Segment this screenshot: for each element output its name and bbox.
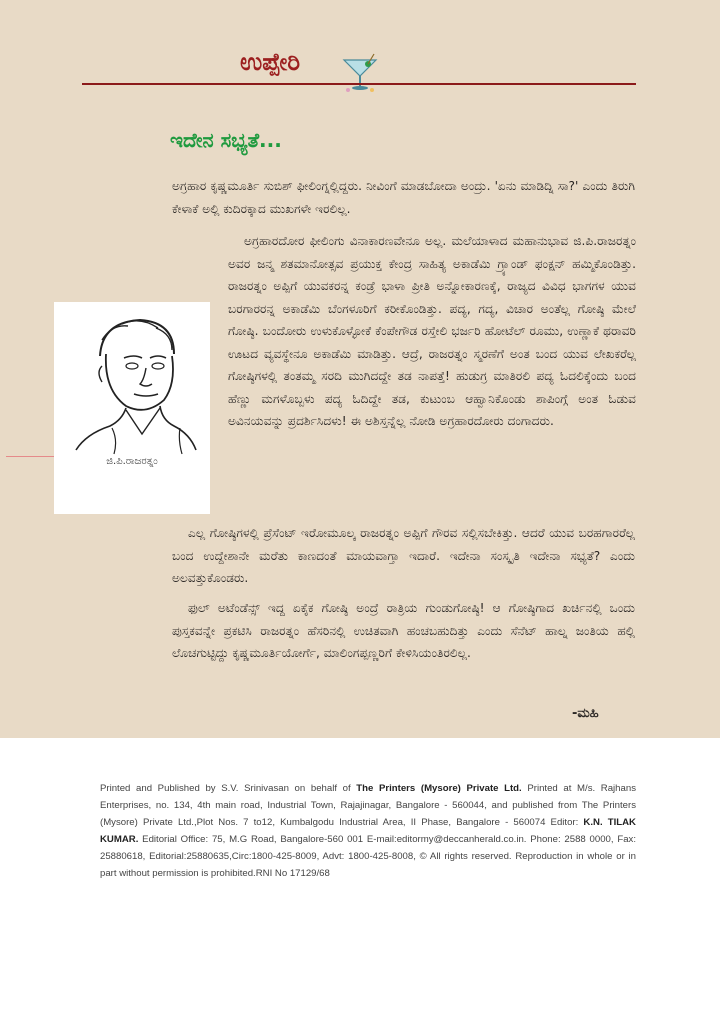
cocktail-glass-icon	[338, 52, 382, 96]
imprint-text: Printed at M/s. Rajhans Enterprises, no. 134, 4th main road, Industrial Town, Rajajinagar, Bangalore - 560044, and published from The Printers (Mysore) Private Ltd.,Plot Nos. 7 to12, Kumbalgodu Industrial Area, II Phase, Bangalore - 560074 Editor:	[100, 783, 636, 828]
column-title: ಉಪ್ಪೇರಿ	[240, 48, 300, 76]
article-headline: ಇದೇನ ಸಭ್ಯತೆ...	[170, 128, 282, 152]
editorial-office-text: Editorial Office: 75, M.G Road, Bangalore-560 001 E-mail:editormy@deccanherald.co.in. Phone: 2588 0000, Fax: 25880618, Editorial:25880635,Circ:1800-425-8009, Advt: 1800-425-8008, © All rights reserved. Reproduction in whole or in part without permission is prohibited.RNI No 17129/68	[100, 834, 636, 879]
article-paragraph: ಅಗ್ರಹಾರದೋರ ಫೀಲಿಂಗು ವಿನಾಕಾರಣವೇನೂ ಅಲ್ಲ. ಮಲೆಯಾಳಾದ ಮಹಾನುಭಾವ ಜಿ.ಪಿ.ರಾಜರತ್ನಂ ಅವರ ಜನ್ಮ ಶತಮಾನೋತ್ಸವ ಪ್ರಯುಕ್ತ ಕೇಂದ್ರ ಸಾಹಿತ್ಯ ಅಕಾಡೆಮಿ ಗ್ರ್ಯಾಂಡ್ ಫಂಕ್ಷನ್ ಹಮ್ಮಿಕೊಂಡಿತ್ತು. ರಾಜರತ್ನಂ ಅಪ್ಪಿಗೆ ಯುವಕರನ್ನ ಕಂಡ್ರೆ ಭಾಳಾ ಪ್ರೀತಿ ಅನ್ನೋಕಾರಣಕ್ಕೆ, ರಾಜ್ಯದ ವಿವಿಧ ಭಾಗಗಳ ಯುವ ಬರಗಾರರನ್ನ ಅಕಾಡೆಮಿ ಬೆಂಗಳೂರಿಗೆ ಕರೀಕೊಂಡಿತ್ತು. ಪದ್ಯ, ಗದ್ಯ, ವಿಚಾರ ಅಂತೆಲ್ಲ ಗೋಷ್ಠಿ ಮೇಲೆ ಗೋಷ್ಠಿ. ಬಂದೋರು ಉಳುಕೊಳ್ಳೋಕೆ ಕೆಂಪೇಗೌಡ ರಸ್ತೇಲಿ ಭರ್ಜರಿ ಹೋಟೆಲ್ ರೂಮು, ಉಣ್ಣಾಕೆ ಥರಾವರಿ ಊಟದ ವ್ಯವಸ್ಥೇನೂ ಅಕಾಡೆಮಿ ಮಾಡಿತ್ತು. ಆದ್ರೆ, ರಾಜರತ್ನಂ ಸ್ಮರಣೆಗೆ ಅಂತ ಬಂದ ಯುವ ಲೇಖಕರೆಲ್ಲ ಗೋಷ್ಠಿಗಳಲ್ಲಿ ತಂತಮ್ಮ ಸರದಿ ಮುಗಿದದ್ದೇ ತಡ ನಾಪತ್ತೆ! ಹುಡುಗ್ರ ಮಾತಿರಲಿ ಪದ್ಯ ಓದಲಿಕ್ಕೆಂದು ಬಂದ ಹೆಣ್ಣು ಮಗಳೊಬ್ಬಳು ಪದ್ಯ ಓದಿದ್ದೇ ತಡ, ಕುಟುಂಬ ಆಹ್ವಾನಿಕೊಂಡು ಶಾಪಿಂಗ್ಗೆ ಅಂತ ಓಡುವ ಅವಿನಯವನ್ನು ಪ್ರದರ್ಶಿಸಿದಳು! ಈ ಅಶಿಸ್ತನ್ನೆಲ್ಲ ನೋಡಿ ಅಗ್ರಹಾರದೋರು ದಂಗಾದರು.	[228, 234, 636, 428]
article-paragraph: ಎಲ್ಲ ಗೋಷ್ಠಿಗಳಲ್ಲಿ ಪ್ರೆಸೆಂಟ್ ಇರೋಮೂಲ್ಕ ರಾಜರತ್ನಂ ಅಪ್ಪಿಗೆ ಗೌರವ ಸಲ್ಲಿಸಬೇಕಿತ್ತು. ಆದರೆ ಯುವ ಬರಹಗಾರರೆಲ್ಲ ಬಂದ ಉದ್ದೇಶಾನೇ ಮರೆತು ಕಾಣದಂತೆ ಮಾಯವಾಗ್ತಾ ಇದಾರೆ. ಇದೇನಾ ಸಂಸ್ಕೃತಿ ಇದೇನಾ ಸಭ್ಯತೆ? ಎಂದು ಅಲವತ್ತುಕೊಂಡರು.	[172, 526, 635, 585]
editor-name: K.N. TILAK KUMAR.	[100, 817, 636, 845]
photo-caption: ಜಿ.ಪಿ.ರಾಜರತ್ನಂ	[106, 456, 158, 467]
publisher-name: The Printers (Mysore) Private Ltd.	[356, 783, 522, 794]
portrait-photo	[54, 302, 210, 514]
article-paragraph: ಫುಲ್ ಅಟೆಂಡೆನ್ಸ್ ಇದ್ದ ಏಕೈಕ ಗೋಷ್ಠಿ ಅಂದ್ರೆ ರಾತ್ರಿಯ ಗುಂಡುಗೋಷ್ಠಿ! ಆ ಗೋಷ್ಠಿಗಾದ ಖರ್ಚಿನಲ್ಲಿ ಒಂದು ಪುಸ್ತಕವನ್ನೇ ಪ್ರಕಟಿಸಿ ರಾಜರತ್ನಂ ಹೆಸರಿನಲ್ಲಿ ಉಚಿತವಾಗಿ ಹಂಚಬಹುದಿತ್ತು ಎಂದು ಸೆನೆಟ್ ಹಾಲ್ನ ಜಂತಿಯ ಹಲ್ಲಿ ಲೊಚಗುಟ್ಟಿದ್ದು ಕೃಷ್ಣಮೂರ್ತಿಯೋರ್ಗೆ, ಮಾಲಿಂಗಪ್ಪಣ್ಣರಿಗೆ ಕೇಳಿಸಿಯಂತಿರಲಿಲ್ಲ.	[172, 601, 635, 660]
imprint-footer	[100, 780, 636, 882]
article-paragraph: ಅಗ್ರಹಾರ ಕೃಷ್ಣಮೂರ್ತಿ ಸುಬಿಶ್ ಫೀಲಿಂಗ್ನಲ್ಲಿದ್ದರು. ನೀವಿಂಗೆ ಮಾಡಬೋದಾ ಅಂದ್ರು. 'ಏನು ಮಾಡಿದ್ನಿ ಸಾ?' ಎಂದು ತಿರುಗಿ ಕೇಳಾಕೆ ಅಲ್ಲಿ ಕುದಿರಕ್ಕಾದ ಮುಖಗಳೇ ಇರಲಿಲ್ಲ.	[172, 179, 635, 216]
author-signature: -ಮಹಿ	[572, 706, 599, 721]
portrait-sketch-icon	[62, 310, 202, 456]
imprint-text: Printed and Published by S.V. Srinivasan on behalf of	[100, 783, 357, 794]
header-divider	[82, 83, 636, 85]
